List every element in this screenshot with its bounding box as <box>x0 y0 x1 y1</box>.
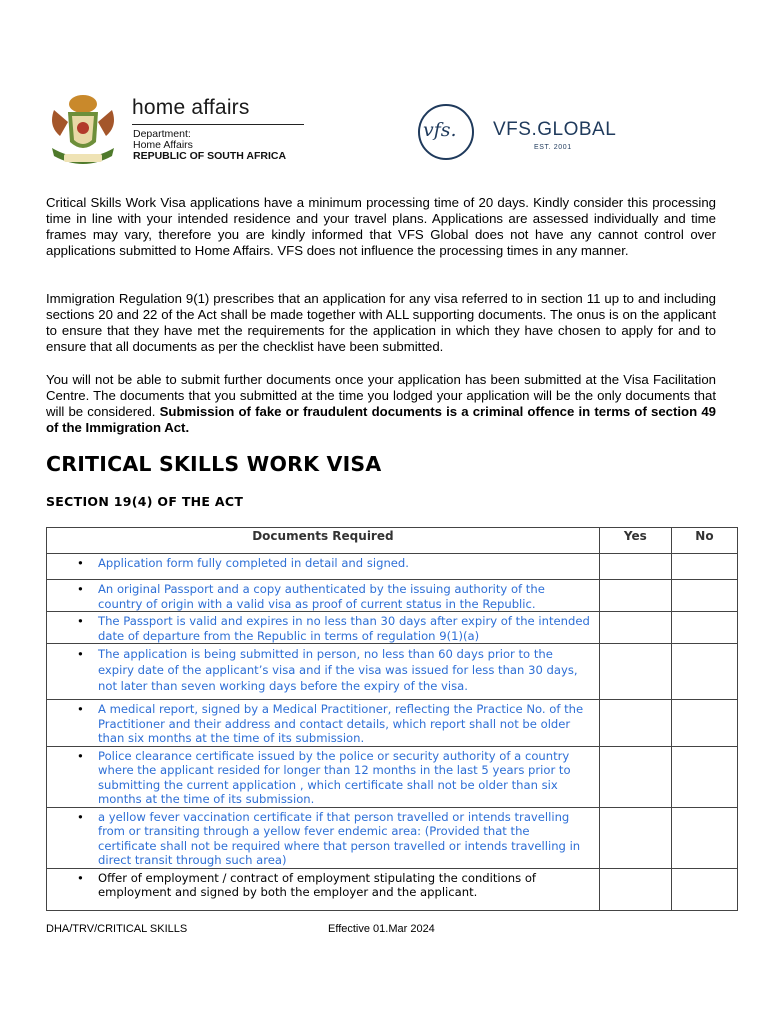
dha-line-republic: REPUBLIC OF SOUTH AFRICA <box>133 150 287 162</box>
bullet-icon: • <box>77 702 84 716</box>
requirement-text: The application is being submitted in person, no less than 60 days prior to the expiry date of the applicant’s visa and if the visa was issued for less than 30 days, not later than seven working days before the expiry of the visa. <box>98 647 578 693</box>
table-row <box>47 807 738 868</box>
vfs-established: EST. 2001 <box>534 144 572 151</box>
header-documents-required: Documents Required <box>47 528 600 554</box>
table-row <box>47 612 738 644</box>
requirement-item <box>47 747 599 807</box>
table-row <box>47 868 738 910</box>
no-checkbox-cell[interactable] <box>671 612 737 644</box>
vfs-global-logo <box>410 90 630 170</box>
vfs-name: VFS.GLOBAL <box>493 119 617 140</box>
requirement-text: The Passport is valid and expires in no less than 30 days after expiry of the intended date of departure from the Republic in terms of regulation 9(1)(a) <box>98 614 590 643</box>
documents-checklist-table <box>46 527 738 911</box>
submission-text: You will not be able to submit further documents once your application has been submitted at the Visa Facilitation Centre. The documents that you submitted at the time you lodged your application will be the only documents that will be considered. <box>46 372 716 419</box>
bullet-icon: • <box>77 614 84 628</box>
header-yes: Yes <box>599 528 671 554</box>
dha-line-department: Department: <box>133 128 191 140</box>
requirement-item <box>47 644 599 694</box>
yes-checkbox-cell[interactable] <box>599 580 671 612</box>
bullet-icon: • <box>77 809 84 824</box>
requirement-text: Application form fully completed in detail and signed. <box>98 556 409 570</box>
yes-checkbox-cell[interactable] <box>599 807 671 868</box>
effective-date: Effective 01.Mar 2024 <box>328 923 435 935</box>
vfs-script-text: vfs. <box>423 119 457 141</box>
yes-checkbox-cell[interactable] <box>599 554 671 580</box>
yes-checkbox-cell[interactable] <box>599 746 671 807</box>
bullet-icon: • <box>77 870 84 885</box>
table-row <box>47 746 738 807</box>
requirement-text: Police clearance certificate issued by the police or security authority of a country where the applicant resided for longer than 12 months in the last 5 years prior to submitting the current application , which certificate shall not be older than six months at the time of its submission. <box>98 748 571 806</box>
page-title: CRITICAL SKILLS WORK VISA <box>46 452 382 476</box>
bullet-icon: • <box>77 582 84 596</box>
dha-line-home-affairs: Home Affairs <box>133 139 193 151</box>
requirement-text: Offer of employment / contract of employment stipulating the conditions of employment and signed by both the employer and the applicant. <box>98 870 536 899</box>
table-header-row <box>47 528 738 554</box>
dha-divider <box>132 124 304 125</box>
yes-checkbox-cell[interactable] <box>599 868 671 910</box>
coat-of-arms-icon <box>46 92 120 168</box>
requirement-text: A medical report, signed by a Medical Practitioner, reflecting the Practice No. of the Practitioner and their address and contact details, which report shall not be older than six months at the time of its submission. <box>98 702 584 745</box>
no-checkbox-cell[interactable] <box>671 868 737 910</box>
requirement-item <box>47 580 599 611</box>
requirement-item <box>47 612 599 643</box>
regulation-paragraph: Immigration Regulation 9(1) prescribes that an application for any visa referred to in section 11 up to and including sections 20 and 22 of the Act shall be made together with ALL supporting documents. The onus is on the applicant to ensure that they have met the requirements for the application in which they have chosen to apply for and to ensure that all documents as per the checklist have been submitted. <box>46 291 716 354</box>
no-checkbox-cell[interactable] <box>671 807 737 868</box>
no-checkbox-cell[interactable] <box>671 580 737 612</box>
no-checkbox-cell[interactable] <box>671 644 737 700</box>
requirement-item <box>47 808 599 868</box>
document-reference: DHA/TRV/CRITICAL SKILLS <box>46 923 188 935</box>
requirement-item <box>47 554 599 571</box>
requirement-item <box>47 700 599 746</box>
bullet-icon: • <box>77 748 84 763</box>
dha-title: home affairs <box>132 96 250 119</box>
submission-paragraph <box>46 372 716 436</box>
home-affairs-logo <box>46 90 306 168</box>
no-checkbox-cell[interactable] <box>671 746 737 807</box>
yes-checkbox-cell[interactable] <box>599 644 671 700</box>
requirement-item <box>47 869 599 900</box>
requirement-text: a yellow fever vaccination certificate if that person travelled or intends travelling from or transiting through a yellow fever endemic area: (Provided that the certificate shall not be required where that person travelled or intends travelling in direct transit through such area) <box>98 809 581 867</box>
no-checkbox-cell[interactable] <box>671 700 737 747</box>
processing-time-paragraph: Critical Skills Work Visa applications have a minimum processing time of 20 days. Kindly consider this processing time in line with your intended residence and your travel plans. Applications are assessed individually and time frames may vary, therefore you are kindly informed that VFS Global does not have any cannot control over applications submitted to Home Affairs. VFS does not influence the processing times in any manner. <box>46 195 716 258</box>
table-row <box>47 580 738 612</box>
table-row <box>47 700 738 747</box>
yes-checkbox-cell[interactable] <box>599 612 671 644</box>
bullet-icon: • <box>77 556 84 570</box>
yes-checkbox-cell[interactable] <box>599 700 671 747</box>
no-checkbox-cell[interactable] <box>671 554 737 580</box>
table-row <box>47 554 738 580</box>
section-subtitle: SECTION 19(4) OF THE ACT <box>46 494 244 509</box>
table-row <box>47 644 738 700</box>
header-no: No <box>671 528 737 554</box>
fraud-warning: Submission of fake or fraudulent documents is a criminal offence in terms of section 49 of the Immigration Act. <box>46 404 716 435</box>
requirement-text: An original Passport and a copy authenticated by the issuing authority of the country of origin with a valid visa as proof of current status in the Republic. <box>98 582 545 611</box>
bullet-icon: • <box>77 647 84 661</box>
